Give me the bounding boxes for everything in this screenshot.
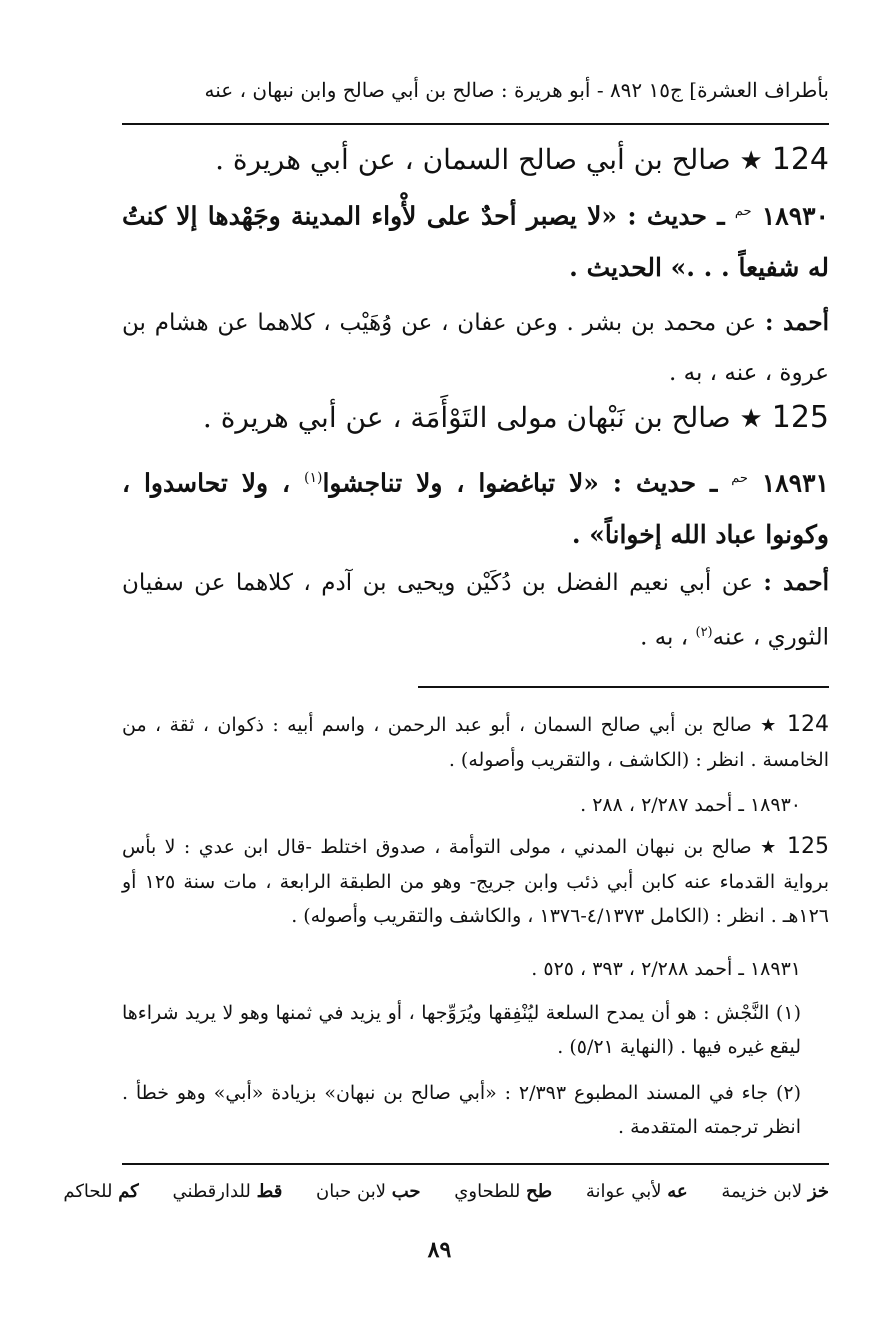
entry-number: 124	[771, 142, 829, 177]
isnad-text: عن محمد بن بشر . وعن عفان ، عن وُهَيْب ، كلاهما عن هشام بن عروة ، عنه ، به .	[122, 310, 829, 386]
star-icon: ★	[760, 715, 779, 736]
abbrev-item: قط للدارقطني	[172, 1181, 283, 1202]
header-rule	[122, 123, 829, 125]
note-number: 124	[787, 712, 829, 737]
footnote-1: (١) النَّجْش : هو أن يمدح السلعة ليُنْفِقها ويُرَوِّجها ، أو يزيد في ثمنها وهو لا يريد شراءها ليقع غيره فيها . (النهاية ٥/٢١) .	[122, 1002, 801, 1058]
star-icon: ★	[739, 404, 763, 434]
isnad-text-part2: ، به .	[640, 624, 696, 651]
hadith-number: ١٨٩٣٠	[761, 201, 829, 231]
page-number: ٨٩	[427, 1237, 452, 1263]
abbreviations-rule	[122, 1163, 829, 1165]
isnad-18931	[122, 558, 829, 663]
star-icon: ★	[760, 837, 779, 858]
isnad-text-part1: عن أبي نعيم الفضل بن دُكَيْن ويحيى بن آدم ، كلاهما عن سفيان الثوري ، عنه	[122, 570, 829, 651]
footnote-ref-1: (١)	[303, 470, 323, 486]
note-18930: ١٨٩٣٠ ـ أحمد ٢/٢٨٧ ، ٢٨٨ .	[580, 794, 801, 816]
footnotes-rule	[418, 686, 829, 688]
entry-heading-124	[122, 136, 829, 185]
entry-heading-125	[122, 394, 829, 443]
entry-number: 125	[771, 400, 829, 435]
hadith-text: «لا يصبر أحدٌ على لأْواء المدينة وجَهْدها إلا كنتُ له شفيعاً . . .» الحديث .	[122, 201, 829, 283]
footnote-2: (٢) جاء في المسند المطبوع ٢/٣٩٣ : «أبي صالح بن نبهان» بزيادة «أبي» وهو خطأ . انظر ترجمته المتقدمة .	[122, 1082, 801, 1138]
abbrev-item: عه لأبي عوانة	[585, 1181, 688, 1202]
source-marker: حم	[731, 471, 748, 486]
source-marker: حم	[734, 204, 752, 219]
hadith-text-part1: «لا تباغضوا ، ولا تناجشوا	[322, 468, 599, 498]
hadith-18931: ١٨٩٣١ $^{حم}$ ـ حديث : «لا تباغضوا ، ولا تناجشوا$^{(١)}$ ، ولا تحاسدوا ، وكونوا عباد الله إخواناً» .	[122, 468, 829, 550]
note-text: صالح بن أبي صالح السمان ، أبو عبد الرحمن ، واسم أبيه : ذكوان ، ثقة ، من الخامسة . انظر : (الكاشف ، والتقريب وأصوله) .	[122, 714, 829, 771]
isnad-source: أحمد :	[763, 569, 830, 596]
note-125	[122, 830, 829, 933]
hadith-18930: ١٨٩٣٠ $^{حم}$ ـ حديث : «لا يصبر أحدٌ على لأْواء المدينة وجَهْدها إلا كنتُ له شفيعاً . . .» الحديث .	[122, 201, 829, 283]
star-icon: ★	[739, 146, 763, 176]
note-number: 125	[787, 834, 830, 859]
isnad-source: أحمد :	[765, 309, 829, 336]
note-text: صالح بن نبهان المدني ، مولى التوأمة ، صدوق اختلط -قال ابن عدي : لا بأس برواية القدماء عنه كابن أبي ذئب وابن جريج- وهو من الطبقة الرابعة ، مات سنة ١٢٥ أو ١٢٦هـ . انظر : (الكامل ٤/١٣٧٣-١٣٧٦ ، والكاشف والتقريب وأصوله) .	[122, 836, 829, 927]
abbrev-item: كم للحاكم	[63, 1181, 139, 1202]
hadith-number: ١٨٩٣١	[761, 468, 829, 498]
note-124	[122, 708, 829, 777]
entry-title: صالح بن نَبْهان مولى التَوْأَمَة ، عن أبي هريرة .	[202, 401, 731, 434]
abbreviations-key	[63, 1175, 829, 1209]
abbrev-item: حب لابن حبان	[316, 1181, 421, 1202]
running-header: بأطراف العشرة] ج١٥ ٨٩٢ - أبو هريرة : صالح بن أبي صالح وابن نبهان ، عنه	[204, 78, 829, 102]
footnote-ref-2: (٢)	[695, 625, 713, 640]
isnad-18930	[122, 298, 829, 398]
hadith-text-part2: ، ولا تحاسدوا ، وكونوا عباد الله إخواناً» .	[122, 468, 829, 550]
hadith-label: حديث :	[612, 468, 697, 498]
hadith-label: حديث :	[627, 201, 707, 231]
abbrev-item: خز لابن خزيمة	[721, 1181, 829, 1202]
entry-title: صالح بن أبي صالح السمان ، عن أبي هريرة .	[215, 143, 731, 176]
abbrev-item: طح للطحاوي	[454, 1181, 553, 1202]
note-18931: ١٨٩٣١ ـ أحمد ٢/٢٨٨ ، ٣٩٣ ، ٥٢٥ .	[531, 958, 801, 980]
